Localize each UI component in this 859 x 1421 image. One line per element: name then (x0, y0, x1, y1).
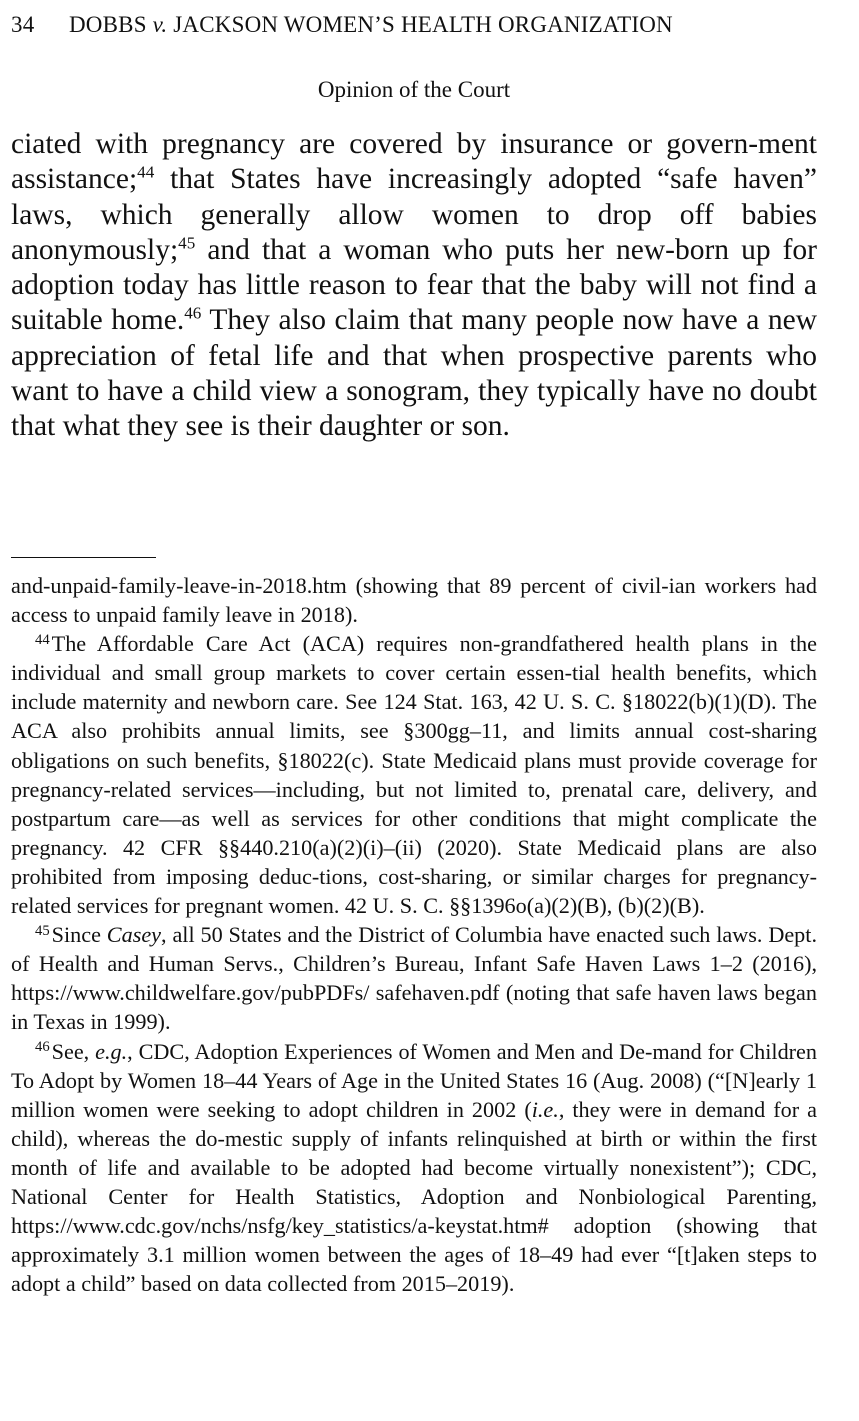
case-title-versus: v. (152, 12, 168, 37)
footnote-45-lead: Since (51, 922, 107, 948)
footnotes-section (11, 571, 817, 1298)
running-header (11, 12, 817, 38)
body-segment-4: They also claim that many people now have a new appreciation of fetal life and that when prospective parents who want to have a child view a sonogram, they typically have no doubt that what they see is their daughter or son. (11, 304, 818, 443)
body-segment-3: and that a woman who puts her new-born up for adoption today has little reason to fear that the baby will not find a suitable home. (11, 233, 817, 337)
footnote-ref-44[interactable]: 44 (137, 162, 155, 182)
footnote-continued: and-unpaid-family-leave-in-2018.htm (showing that 89 percent of civil-ian workers had access to unpaid family leave in 2018). (11, 573, 817, 628)
body-segment-1: ciated with pregnancy are covered by insurance or govern-ment assistance; (11, 128, 817, 196)
footnote-45 (11, 920, 817, 1036)
footnote-ref-45[interactable]: 45 (178, 233, 196, 253)
footnote-44 (11, 629, 817, 920)
footnote-separator-rule (11, 557, 156, 558)
footnote-46-lead: See, (51, 1038, 96, 1064)
footnote-46-ie: i.e. (531, 1096, 559, 1122)
footnote-45-casey: Casey (106, 922, 162, 948)
footnote-46-number: 46 (35, 1039, 50, 1056)
footnote-46-eg: e.g. (95, 1038, 128, 1064)
section-subheading: Opinion of the Court (317, 77, 511, 102)
case-title-part1: DOBBS (69, 12, 153, 37)
footnote-45-text: , all 50 States and the District of Columbia have enacted such laws. Dept. of Health and Human Servs., Children’s Bureau, Infant Safe Haven Laws 1–2 (2016), https://www.childwelfare.gov/pubPDFs/ safehaven.pdf (noting that safe haven laws began in Texas in 1999). (11, 922, 817, 1035)
footnote-ref-46[interactable]: 46 (184, 303, 202, 323)
case-title-part2: JACKSON WOMEN’S HEALTH ORGANIZATION (167, 12, 673, 37)
footnote-45-number: 45 (35, 922, 50, 939)
footnote-44-text: The Affordable Care Act (ACA) requires non-grandfathered health plans in the individual and small group markets to cover certain essen-tial health benefits, which include maternity and newborn care. See 124 Stat. 163, 42 U. S. C. §18022(b)(1)(D). The ACA also prohibits annual limits, see §300gg–11, and limits annual cost-sharing obligations on such benefits, §18022(c). State Medicaid plans must provide coverage for pregnancy-related services—including, but not limited to, prenatal care, delivery, and postpartum care—as well as services for other conditions that might complicate the pregnancy. 42 CFR §§440.210(a)(2)(i)–(ii) (2020). State Medicaid plans are also prohibited from imposing deduc-tions, cost-sharing, or similar charges for pregnancy-related services for pregnant women. 42 U. S. C. §§1396o(a)(2)(B), (b)(2)(B). (11, 631, 817, 919)
case-title (69, 12, 673, 38)
footnote-46 (11, 1037, 817, 1299)
main-paragraph (11, 127, 817, 445)
body-segment-2: that States have increasingly adopted “safe haven” laws, which generally allow women to drop off babies anonymously; (11, 163, 817, 266)
page-number: 34 (11, 12, 35, 37)
footnote-46-text-2: , they were in demand for a child), whereas the do-mestic supply of infants relinquished at birth or within the first month of life and available to be adopted had become virtually nonexistent”); CDC, National Center for Health Statistics, Adoption and Nonbiological Parenting, https://www.cdc.gov/nchs/nsfg/key_statistics/a-keystat.htm# adoption (showing that approximately 3.1 million women between the ages of 18–49 had ever “[t]aken steps to adopt a child” based on data collected from 2015–2019). (11, 1096, 817, 1297)
footnote-46-text-1: , CDC, Adoption Experiences of Women and Men and De-mand for Children To Adopt by Women 18–44 Years of Age in the United States 16 (Aug. 2008) (“[N]early 1 million women were seeking to adopt children in 2002 ( (11, 1038, 817, 1122)
footnote-44-number: 44 (35, 631, 50, 648)
